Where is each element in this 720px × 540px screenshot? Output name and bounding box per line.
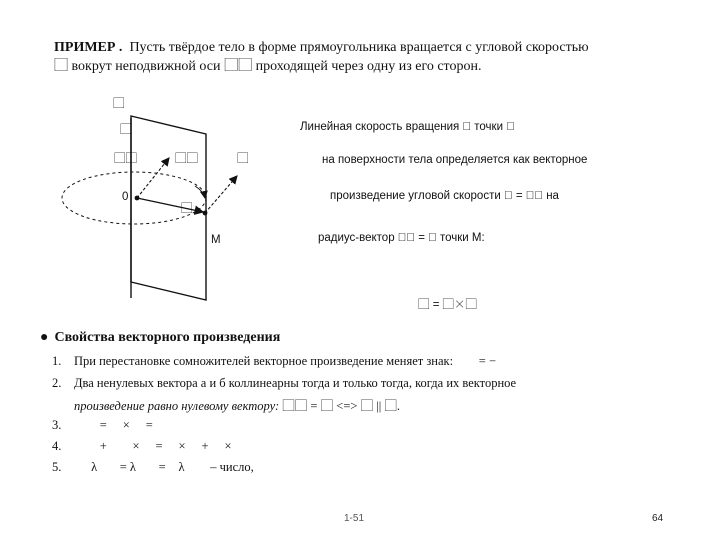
v-symbol-icon: ⃞	[418, 299, 430, 311]
property-4: 4. ⃞⃞ + ⃞⃞ × ⃞ = ⃞ × ⃞ + ⃞ × ⃞	[52, 439, 245, 453]
linear-velocity-vector	[205, 176, 237, 213]
property-5: 5. λ⃞⃞ = λ⃞⃞ = ⃞λ⃞ ⃞ – число,	[52, 460, 254, 474]
bullet-icon: ●	[40, 328, 49, 344]
vector-label-1-icon: ⃞⃞	[114, 153, 137, 165]
intro-text-1: Пусть твёрдое тело в форме прямоугольника вращается с угловой скоростью	[129, 40, 589, 55]
property-3-formula-icon: ⃞⃞ = ⃞ × ⃞ = ⃞ ⃞	[96, 418, 179, 432]
velocity-formula: ⃞ = ⃞×⃞	[418, 299, 477, 311]
collinear-symbol-icon: ⃞ || ⃞.	[360, 399, 401, 413]
axis-label-icon: ⃞	[113, 98, 125, 110]
description-line-1: Линейная скорость вращения точки	[300, 121, 504, 133]
footer-slide-range: 1-51	[344, 513, 365, 524]
intro-text-2: вокрут неподвижной оси	[71, 59, 221, 74]
description-line-3: произведение угловой скорости = на	[330, 190, 559, 202]
property-3: 3. ⃞⃞ = ⃞ × ⃞ = ⃞ ⃞	[52, 418, 179, 432]
origin-label: 0	[122, 191, 129, 203]
example-label: ПРИМЕР .	[54, 40, 123, 55]
rigid-plate	[131, 116, 206, 300]
rotation-path-ellipse	[62, 172, 206, 224]
cross-product-icon: ⃞×⃞	[453, 299, 477, 311]
distributive-formula-icon: ⃞⃞ + ⃞⃞ × ⃞ = ⃞ × ⃞ + ⃞ × ⃞	[96, 439, 245, 453]
point-m-label: M	[211, 234, 221, 246]
vector-label-3-icon: ⃞	[237, 153, 249, 165]
description-line-4: радиус-вектор = точки М:	[318, 232, 485, 244]
page-number: 64	[652, 513, 664, 524]
vector-label-2-icon: ⃞⃞	[175, 153, 198, 165]
angular-velocity-vector	[137, 158, 169, 198]
zero-product-formula-icon: ⃞⃞ = ⃞	[282, 399, 334, 413]
scalar-formula-icon: λ⃞⃞ = λ⃞⃞ = ⃞λ⃞ ⃞	[91, 460, 208, 474]
properties-title: ● Свойства векторного произведения	[40, 328, 281, 345]
radius-vector	[137, 198, 203, 212]
intro-text-3: проходящей через одну из его сторон.	[255, 59, 482, 74]
radius-label-icon: ⃞	[181, 203, 193, 215]
property-2-cont: произведение равно нулевому вектору: ⃞⃞ = ⃞ <=> ⃞ || ⃞.	[74, 399, 401, 413]
anticommutative-formula-icon: ⃞⃞ = −⃞⃞	[475, 354, 516, 368]
omega-label-icon: ⃞	[120, 124, 132, 136]
property-1: 1. При перестановке сомножителей векторное произведение меняет знак: ⃞⃞ = −⃞⃞	[52, 354, 516, 368]
description-line-2: на поверхности тела определяется как векторное	[322, 154, 588, 166]
property-2: 2. Два ненулевых вектора а и б коллинеарны тогда и только тогда, когда их векторное	[52, 376, 517, 390]
omega-symbol-icon: ⃞	[54, 59, 68, 74]
